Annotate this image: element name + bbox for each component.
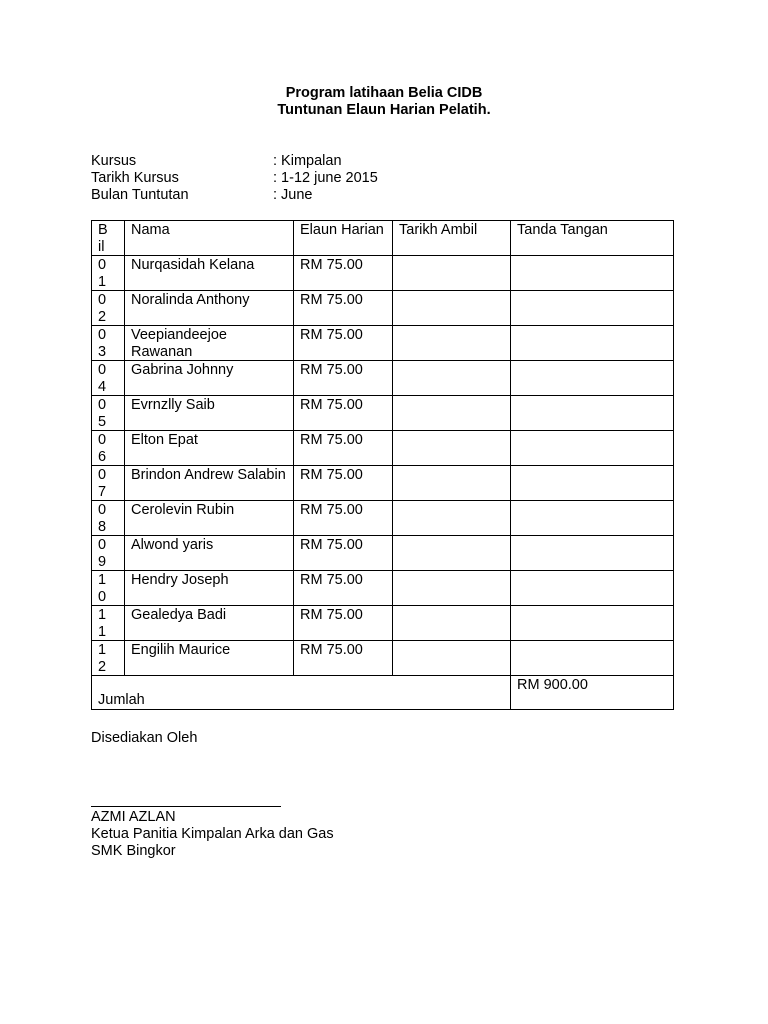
table-row <box>92 291 674 326</box>
header-tarikh-ambil: Tarikh Ambil <box>393 221 511 256</box>
cell-tarikh-ambil <box>393 431 511 466</box>
table-row <box>92 606 674 641</box>
cell-bil: 05 <box>92 396 125 431</box>
cell-elaun: RM 75.00 <box>294 291 393 326</box>
cell-tarikh-ambil <box>393 256 511 291</box>
cell-tanda-tangan <box>511 361 674 396</box>
cell-bil: 04 <box>92 361 125 396</box>
cell-bil: 02 <box>92 291 125 326</box>
cell-nama: Noralinda Anthony <box>125 291 294 326</box>
table-row <box>92 501 674 536</box>
cell-bil: 06 <box>92 431 125 466</box>
prepared-by-label: Disediakan Oleh <box>91 730 198 746</box>
signature-line <box>91 806 281 807</box>
cell-tarikh-ambil <box>393 536 511 571</box>
cell-elaun: RM 75.00 <box>294 571 393 606</box>
cell-bil: 09 <box>92 536 125 571</box>
table-row <box>92 431 674 466</box>
cell-tanda-tangan <box>511 571 674 606</box>
cell-nama: Cerolevin Rubin <box>125 501 294 536</box>
cell-nama: Nurqasidah Kelana <box>125 256 294 291</box>
cell-elaun: RM 75.00 <box>294 466 393 501</box>
cell-tanda-tangan <box>511 501 674 536</box>
signatory-school: SMK Bingkor <box>91 843 176 859</box>
info-label: Bulan Tuntutan <box>91 187 189 203</box>
cell-tanda-tangan <box>511 641 674 676</box>
table-row <box>92 361 674 396</box>
cell-nama: Alwond yaris <box>125 536 294 571</box>
cell-bil: 08 <box>92 501 125 536</box>
table-row <box>92 396 674 431</box>
info-value: : June <box>273 187 313 203</box>
cell-elaun: RM 75.00 <box>294 361 393 396</box>
cell-tanda-tangan <box>511 536 674 571</box>
document-title: Program latihaan Belia CIDB <box>285 85 483 101</box>
cell-tanda-tangan <box>511 606 674 641</box>
cell-tarikh-ambil <box>393 466 511 501</box>
total-row <box>92 676 674 710</box>
cell-elaun: RM 75.00 <box>294 606 393 641</box>
cell-tarikh-ambil <box>393 361 511 396</box>
info-label: Tarikh Kursus <box>91 170 179 186</box>
cell-tarikh-ambil <box>393 291 511 326</box>
signatory-position: Ketua Panitia Kimpalan Arka dan Gas <box>91 826 334 842</box>
header-nama: Nama <box>125 221 294 256</box>
cell-elaun: RM 75.00 <box>294 501 393 536</box>
cell-nama: Gabrina Johnny <box>125 361 294 396</box>
table-row <box>92 466 674 501</box>
cell-elaun: RM 75.00 <box>294 536 393 571</box>
info-value: : 1-12 june 2015 <box>273 170 378 186</box>
cell-tarikh-ambil <box>393 641 511 676</box>
cell-tanda-tangan <box>511 396 674 431</box>
cell-tanda-tangan <box>511 256 674 291</box>
cell-elaun: RM 75.00 <box>294 431 393 466</box>
cell-elaun: RM 75.00 <box>294 396 393 431</box>
document-subtitle: Tuntunan Elaun Harian Pelatih. <box>277 102 491 118</box>
cell-tarikh-ambil <box>393 396 511 431</box>
table-row <box>92 256 674 291</box>
total-value: RM 900.00 <box>511 676 674 710</box>
table-header-row <box>92 221 674 256</box>
cell-bil: 01 <box>92 256 125 291</box>
cell-tarikh-ambil <box>393 606 511 641</box>
cell-tarikh-ambil <box>393 571 511 606</box>
cell-tanda-tangan <box>511 466 674 501</box>
cell-bil: 03 <box>92 326 125 361</box>
info-value: : Kimpalan <box>273 153 342 169</box>
cell-nama: Elton Epat <box>125 431 294 466</box>
cell-tanda-tangan <box>511 326 674 361</box>
cell-tarikh-ambil <box>393 326 511 361</box>
header-tanda-tangan: Tanda Tangan <box>511 221 674 256</box>
signatory-name: AZMI AZLAN <box>91 809 176 825</box>
cell-nama: Hendry Joseph <box>125 571 294 606</box>
cell-nama: Veepiandeejoe Rawanan <box>125 326 294 361</box>
info-label: Kursus <box>91 153 137 169</box>
cell-elaun: RM 75.00 <box>294 256 393 291</box>
cell-nama: Evrnzlly Saib <box>125 396 294 431</box>
cell-tarikh-ambil <box>393 501 511 536</box>
cell-elaun: RM 75.00 <box>294 326 393 361</box>
cell-bil: 10 <box>92 571 125 606</box>
cell-nama: Brindon Andrew Salabin <box>125 466 294 501</box>
total-label: Jumlah <box>92 676 511 710</box>
cell-nama: Engilih Maurice <box>125 641 294 676</box>
cell-bil: 07 <box>92 466 125 501</box>
header-bil: Bil <box>92 221 125 256</box>
allowance-table <box>91 220 674 710</box>
cell-bil: 11 <box>92 606 125 641</box>
cell-bil: 12 <box>92 641 125 676</box>
cell-tanda-tangan <box>511 431 674 466</box>
table-row <box>92 326 674 361</box>
header-elaun-harian: Elaun Harian <box>294 221 393 256</box>
table-row <box>92 571 674 606</box>
cell-nama: Gealedya Badi <box>125 606 294 641</box>
cell-tanda-tangan <box>511 291 674 326</box>
cell-elaun: RM 75.00 <box>294 641 393 676</box>
table-row <box>92 536 674 571</box>
table-row <box>92 641 674 676</box>
